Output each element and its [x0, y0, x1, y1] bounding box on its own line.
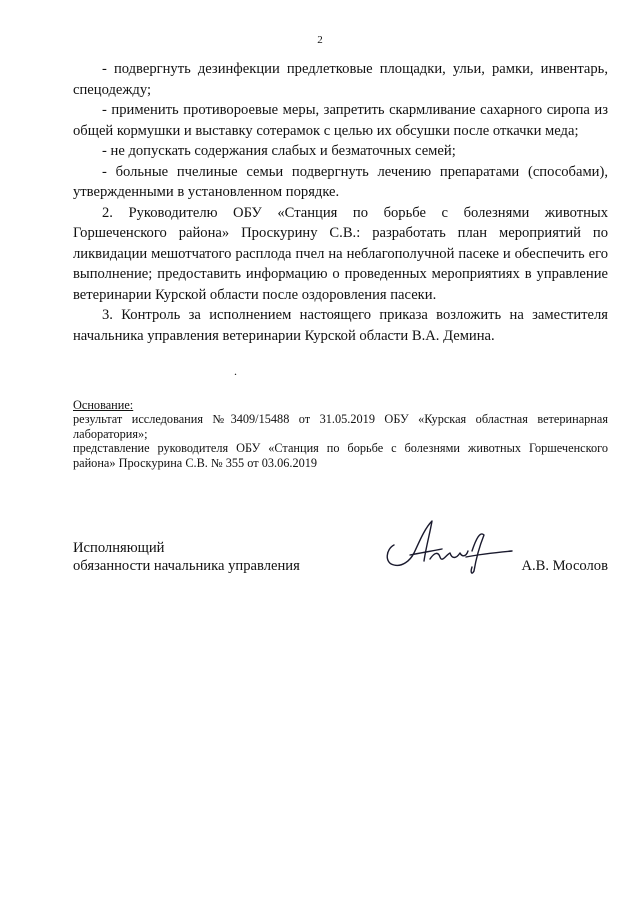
paragraph-treatment: - больные пчелиные семьи подвергнуть лечению препаратами (способами), утвержденными в установленном порядке. — [73, 163, 608, 200]
basis-item: представление руководителя ОБУ «Станция по борьбе с болезнями животных Горшеченского района» Проскурина С.В. № 355 от 03.06.2019 — [73, 441, 608, 470]
paragraph-disinfection: - подвергнуть дезинфекции предлетковые площадки, ульи, рамки, инвентарь, спецодежду; — [73, 61, 608, 98]
signatory-name: А.В. Мосолов — [521, 558, 608, 574]
signatory-title-line-1: Исполняющий — [73, 540, 165, 556]
page-number: 2 — [317, 34, 323, 46]
basis-item: результат исследования №3409/15488 от 31.05.2019 ОБУ «Курская областная ветеринарная лаборатория»; — [73, 412, 608, 441]
signatory-title-line-2: обязанности начальника управления — [73, 558, 300, 574]
order-body — [73, 59, 608, 346]
paragraph-item-3: 3. Контроль за исполнением настоящего приказа возложить на заместителя начальника управления ветеринарии Курской области В.А. Демина. — [73, 307, 608, 344]
handwritten-signature — [380, 515, 520, 577]
paragraph-item-2: 2. Руководителю ОБУ «Станция по борьбе с болезнями животных Горшеченского района» Проскурину С.В.: разработать план мероприятий по ликвидации мешотчатого расплода пчел на неблагополучной пасеке и обеспечить его выполнение; предоставить информацию о проведенных мероприятиях в управление ветеринарии Курской области после оздоровления пасеки. — [73, 204, 608, 303]
paragraph-anti-swarm: - применить противороевые меры, запретить скармливание сахарного сиропа из общей кормушки и выставку сотерамок с целью их обсушки после откачки меда; — [73, 102, 608, 139]
basis-title: Основание: — [73, 398, 134, 412]
stray-mark: . — [234, 364, 237, 378]
paragraph-weak-colonies: - не допускать содержания слабых и безматочных семей; — [102, 143, 456, 159]
basis-section — [73, 398, 608, 470]
